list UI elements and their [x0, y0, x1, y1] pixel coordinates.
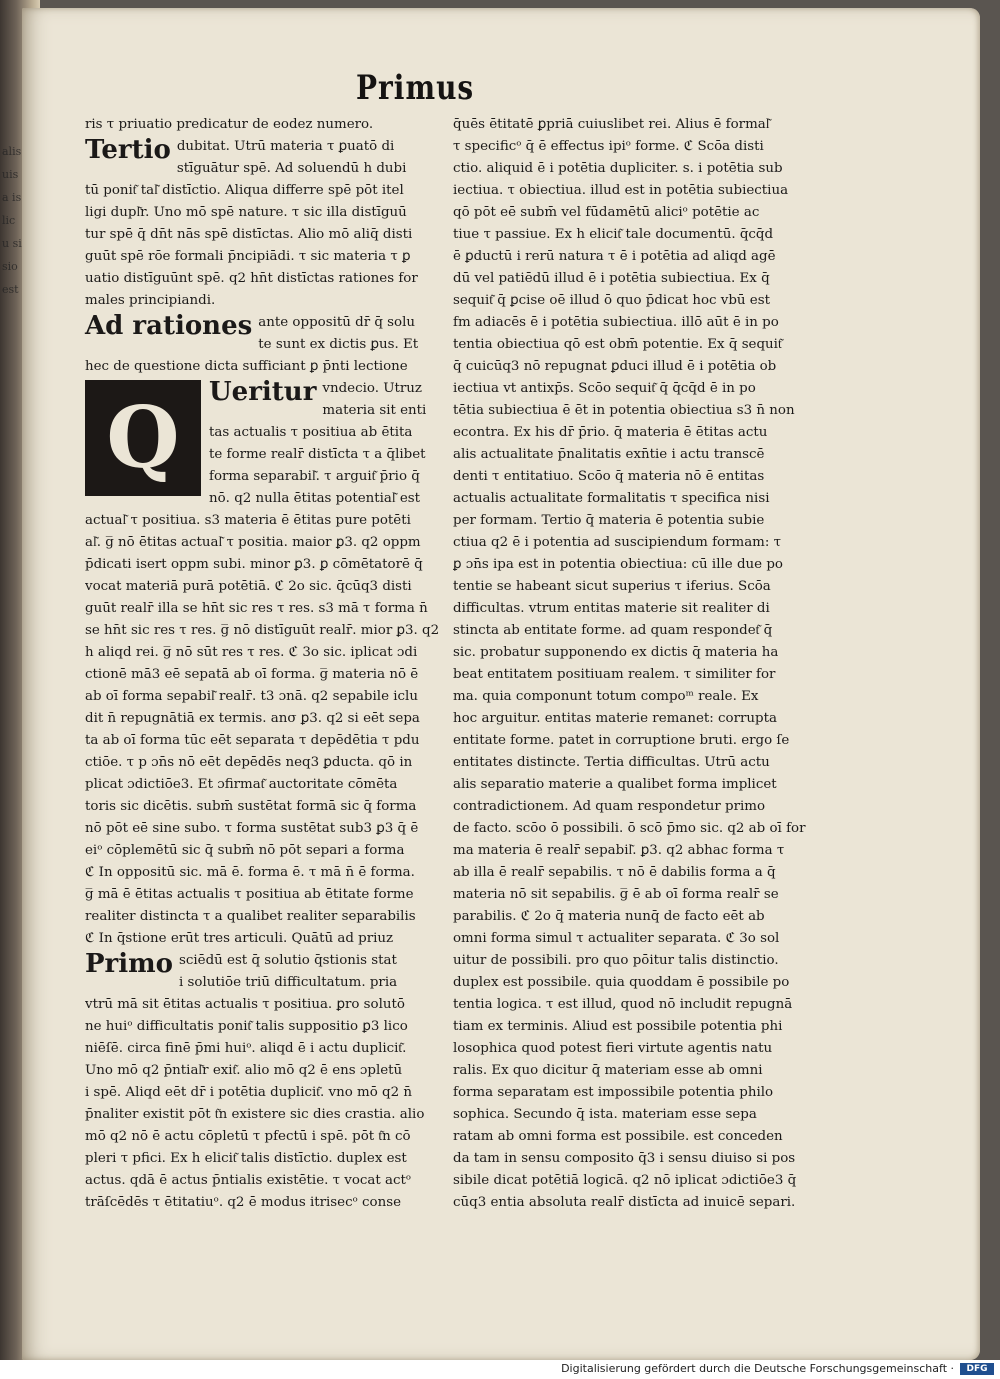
- text-line: sequit͂ q̄ ꝑcise oē illud ō quo p̄dicat hoc vbū est: [453, 293, 770, 308]
- text-line: ē ꝑductū i rerū natura τ ē i potētia ad aliqd agē: [453, 249, 776, 264]
- text-line: actus. qdā ē actus p̄ntialis existētie. τ vocat actᵒ: [85, 1173, 412, 1188]
- initial-letter: Q: [106, 388, 180, 487]
- text-line: hoc arguitur. entitas materie remanet: corrupta: [453, 711, 777, 726]
- text-line: tentia logica. τ est illud, quod nō includit repugnā: [453, 997, 793, 1012]
- text-line: omni forma simul τ actualiter separata. ℭ 3o sol: [453, 931, 780, 946]
- paragraph-tertio: [85, 136, 445, 180]
- text-line: entitates distincte. Tertia difficultas. Utrū actu: [453, 755, 770, 770]
- text-line: guūt realr̄ illa se hn̄t sic res τ res. s3 mā τ forma n̄: [85, 601, 428, 616]
- text-line: tentia obiectiua qō est obm̄ potentie. Ex q̄ sequit͂: [453, 337, 782, 352]
- text-line: q̄ cuicūq3 nō repugnat ꝑduci illud ē i potētia ob: [453, 359, 777, 374]
- text-line: tētia subiectiua ē ēt in potentia obiectiua s3 n̄ non: [453, 403, 795, 418]
- text-line: sciēdū est q̄ solutio q̄stionis stat: [178, 953, 397, 968]
- text-line: per formam. Tertio q̄ materia ē potentia subie: [453, 513, 765, 528]
- text-line: ctiua q2 ē i potentia ad suscipiendum formam: τ: [453, 535, 782, 550]
- paragraph-ad-rationes: [85, 312, 445, 356]
- text-line: sic. probatur supponendo ex dictis q̄ materia ha: [453, 645, 779, 660]
- text-line: p̄dicati isert oppm subi. minor ꝑ3. ꝑ cōmētatorē q̄: [85, 557, 423, 572]
- large-word-tertio: Tertio: [85, 135, 171, 165]
- text-line: alis actualitate p̄nalitatis exn̄tie i actu transcē: [453, 447, 765, 462]
- text-line: eiᵒ cōplemētū sic q̄ subm̄ nō pōt separi a forma: [85, 843, 405, 858]
- text-line: realiter distincta τ a qualibet realiter separabilis: [85, 909, 416, 924]
- text-line: te forme realr̄ distīcta τ a q̄libet: [209, 447, 426, 462]
- text-line: dū vel patiēdū illud ē i potētia subiectiua. Ex q̄: [453, 271, 770, 286]
- text-line: plicat ɔdictiōe3. Et ɔfirmat͂ auctoritate cōmēta: [85, 777, 398, 792]
- binding-edge-text: alis uisa is lic u si sio est: [2, 145, 22, 296]
- text-line: dubitat. Utrū materia τ ꝑuatō di: [176, 139, 395, 154]
- text-line: iectiua vt antixp̄s. Scōo sequit͂ q̄ q̄cq̄d ē in po: [453, 381, 756, 396]
- text-line: al͂. g̅ nō ētitas actual͂ τ positia. maior ꝑ3. q2 oppm: [85, 535, 421, 550]
- text-line: sibile dicat potētiā logicā. q2 nō iplicat ɔdictiōe3 q̄: [453, 1173, 797, 1188]
- text-line: de facto. scōo ō possibili. ō scō p̄mo sic. q2 ab oī for: [453, 821, 806, 836]
- text-line: vtrū mā sit ētitas actualis τ positiua. ꝑro solutō: [85, 997, 405, 1012]
- large-word-ueritur: Ueritur: [209, 377, 317, 407]
- text-line: trāſcēdēs τ ētitatiuᵒ. q2 ē modus itrisecᵒ conse: [85, 1195, 402, 1210]
- text-line: tiue τ passiue. Ex h elicit͂ tale documentū. q̄cq̄d: [453, 227, 774, 242]
- text-line: materia sit enti: [322, 403, 427, 418]
- text-line: guūt spē rōe formali p̄ncipiādi. τ sic materia τ ꝑ: [85, 249, 411, 264]
- text-line: forma separatam est impossibile potentia philo: [453, 1085, 774, 1100]
- text-line: τ specificᵒ q̄ ē effectus ipiᵒ forme. ℭ Scōa disti: [453, 139, 764, 154]
- text-column-right: [453, 114, 823, 1214]
- text-line: duplex est possibile. quia quoddam ē possibile po: [453, 975, 790, 990]
- text-line: denti τ entitatiuo. Scōo q̄ materia nō ē entitas: [453, 469, 765, 484]
- text-line: ne huiᵒ difficultatis ponit͂ talis suppositio ꝑ3 lico: [85, 1019, 408, 1034]
- text-line: stīguātur spē. Ad soluendū h dubi: [176, 161, 407, 176]
- text-line: tiam ex terminis. Aliud est possibile potentia phi: [453, 1019, 783, 1034]
- text-line: losophica quod potest fieri virtute agentis natu: [453, 1041, 773, 1056]
- text-line: p̄naliter existit pōt t͂n existere sic dies crastia. alio: [85, 1107, 425, 1122]
- text-line: da tam in sensu composito q̄3 i sensu diuiso si pos: [453, 1151, 796, 1166]
- paragraph-queritur: [85, 378, 445, 510]
- text-line: niēſē. circa finē p̄mi huiᵒ. aliqd ē i actu duplicit͂.: [85, 1041, 407, 1056]
- text-line: nō pōt eē sine subo. τ forma sustētat sub3 ꝑ3 q̄ ē: [85, 821, 419, 836]
- text-line: ta ab oī forma tūc eēt separata τ depēdētia τ pdu: [85, 733, 420, 748]
- text-line: h aliqd rei. g̅ nō sūt res τ res. ℭ 3o sic. iplicat ɔdi: [85, 645, 418, 660]
- text-line: toris sic dicētis. subm̄ sustētat formā sic q̄ forma: [85, 799, 417, 814]
- text-line: Uno mō q2 p̄ntial͂r exit͂. alio mō q2 ē ens ɔpletū: [85, 1063, 403, 1078]
- text-line: actualis actualitate formalitatis τ specifica nisi: [453, 491, 770, 506]
- text-line: ctionē mā3 eē sepatā ab oī forma. g̅ materia nō ē: [85, 667, 419, 682]
- text-line: tas actualis τ positiua ab ētita: [209, 425, 413, 440]
- text-column-left: [85, 114, 445, 1214]
- large-word-ad-rationes: Ad rationes: [85, 311, 253, 341]
- text-line: contradictionem. Ad quam respondetur primo: [453, 799, 766, 814]
- text-line: ratam ab omni forma est possibile. est conceden: [453, 1129, 783, 1144]
- text-line: ralis. Ex quo dicitur q̄ materiam esse ab omni: [453, 1063, 763, 1078]
- text-line: pleri τ pfici. Ex h elicit͂ talis distīctio. duplex est: [85, 1151, 407, 1166]
- text-line: uitur de possibili. pro quo pōitur talis distinctio.: [453, 953, 779, 968]
- text-line: hec de questione dicta sufficiant ꝑ p̄nti lectione: [85, 359, 408, 374]
- text-line: uatio distīguūnt spē. q2 hn̄t distīctas rationes for: [85, 271, 418, 286]
- text-line: ma. quia componunt totum compoᵐ reale. Ex: [453, 689, 759, 704]
- text-line: parabilis. ℭ 2o q̄ materia nunq̄ de facto eēt ab: [453, 909, 765, 924]
- text-line: fm adiacēs ē i potētia subiectiua. illō aūt ē in po: [453, 315, 779, 330]
- text-line: ris τ priuatio predicatur de eodez numero.: [85, 117, 374, 132]
- text-line: ante oppositū dr̄ q̄ solu: [258, 315, 416, 330]
- text-line: vndecio. Utruz: [322, 381, 422, 396]
- text-line: cūq3 entia absoluta realr̄ distīcta ad inuicē separi.: [453, 1195, 796, 1210]
- text-line: dit n̄ repugnātiā ex termis. anσ ꝑ3. q2 si eēt sepa: [85, 711, 420, 726]
- text-line: nō. q2 nulla ētitas potential͂ est: [209, 491, 421, 506]
- text-line: materia nō sit sepabilis. g̅ ē ab oī forma realr̄ se: [453, 887, 779, 902]
- text-line: males principiandi.: [85, 293, 216, 308]
- decorated-initial: [85, 380, 201, 496]
- text-line: tentie se habeant sicut superius τ iferius. Scōa: [453, 579, 771, 594]
- text-line: i spē. Aliqd eēt dr̄ i potētia duplicit͂. vno mō q2 n̄: [85, 1085, 412, 1100]
- paragraph-primo: [85, 950, 445, 994]
- text-line: actual͂ τ positiua. s3 materia ē ētitas pure potēti: [85, 513, 411, 528]
- text-line: tū ponit͂ tal͂ distīctio. Aliqua differre spē pōt itel: [85, 183, 404, 198]
- text-line: se hn̄t sic res τ res. g̅ nō distīguūt realr̄. mior ꝑ3. q2: [85, 623, 440, 638]
- text-line: qō pōt eē subm̄ vel fūdamētū aliciᵒ potētie ac: [453, 205, 760, 220]
- text-line: mō q2 nō ē actu cōpletū τ pfectū i spē. pōt t͂n cō: [85, 1129, 411, 1144]
- text-line: difficultas. vtrum entitas materie sit realiter di: [453, 601, 770, 616]
- footer-credit: Digitalisierung gefördert durch die Deutsche Forschungsgemeinschaft ·: [561, 1362, 954, 1375]
- text-line: econtra. Ex his dr̄ p̄rio. q̄ materia ē ētitas actu: [453, 425, 768, 440]
- text-line: sophica. Secundo q̄ ista. materiam esse sepa: [453, 1107, 757, 1122]
- text-line: iectiua. τ obiectiua. illud est in potētia subiectiua: [453, 183, 789, 198]
- text-line: g̅ mā ē ētitas actualis τ positiua ab ētitate forme: [85, 887, 414, 902]
- text-line: tur spē q̄ dn̄t nās spē distīctas. Alio mō aliq̄ disti: [85, 227, 413, 242]
- page-heading: Primus: [356, 68, 475, 108]
- text-line: beat entitatem positiuam realem. τ similiter for: [453, 667, 776, 682]
- large-word-primo: Primo: [85, 949, 173, 979]
- text-line: i solutiōe triū difficultatum. pria: [178, 975, 398, 990]
- text-line: ab illa ē realr̄ sepabilis. τ nō ē dabilis forma a q̄: [453, 865, 776, 880]
- text-line: forma separabil͂. τ arguit͂ p̄rio q̄: [209, 469, 420, 484]
- text-line: te sunt ex dictis ꝑus. Et: [258, 337, 419, 352]
- text-line: ligi dupl͂r. Uno mō spē nature. τ sic illa distīguū: [85, 205, 407, 220]
- text-line: ab oī forma sepabil͂ realr̄. t3 ɔnā. q2 sepabile iclu: [85, 689, 418, 704]
- text-line: entitate forme. patet in corruptione bruti. ergo ſe: [453, 733, 790, 748]
- text-line: ctiōe. τ p ɔn̄s nō eēt depēdēs neq3 ꝑducta. qō in: [85, 755, 413, 770]
- text-line: vocat materiā purā potētiā. ℭ 2o sic. q̄cūq3 disti: [85, 579, 412, 594]
- text-line: ꝑ ɔn̄s ipa est in potentia obiectiua: cū ille due po: [453, 557, 783, 572]
- text-line: alis separatio materie a qualibet forma implicet: [453, 777, 777, 792]
- text-line: ctio. aliquid ē i potētia dupliciter. s. i potētia sub: [453, 161, 783, 176]
- text-line: q̄uēs ētitatē ꝑpriā cuiuslibet rei. Alius ē formal͂: [453, 117, 770, 132]
- dfg-logo: DFG: [960, 1363, 994, 1375]
- text-line: ℭ In oppositū sic. mā ē. forma ē. τ mā n̄ ē forma.: [85, 865, 415, 880]
- text-line: ma materia ē realr̄ sepabil͂. ꝑ3. q2 abhac forma τ: [453, 843, 785, 858]
- text-line: ℭ In q̄stione erūt tres articuli. Quātū ad priuz: [85, 931, 394, 946]
- text-line: stincta ab entitate forme. ad quam respondet͂ q̄: [453, 623, 773, 638]
